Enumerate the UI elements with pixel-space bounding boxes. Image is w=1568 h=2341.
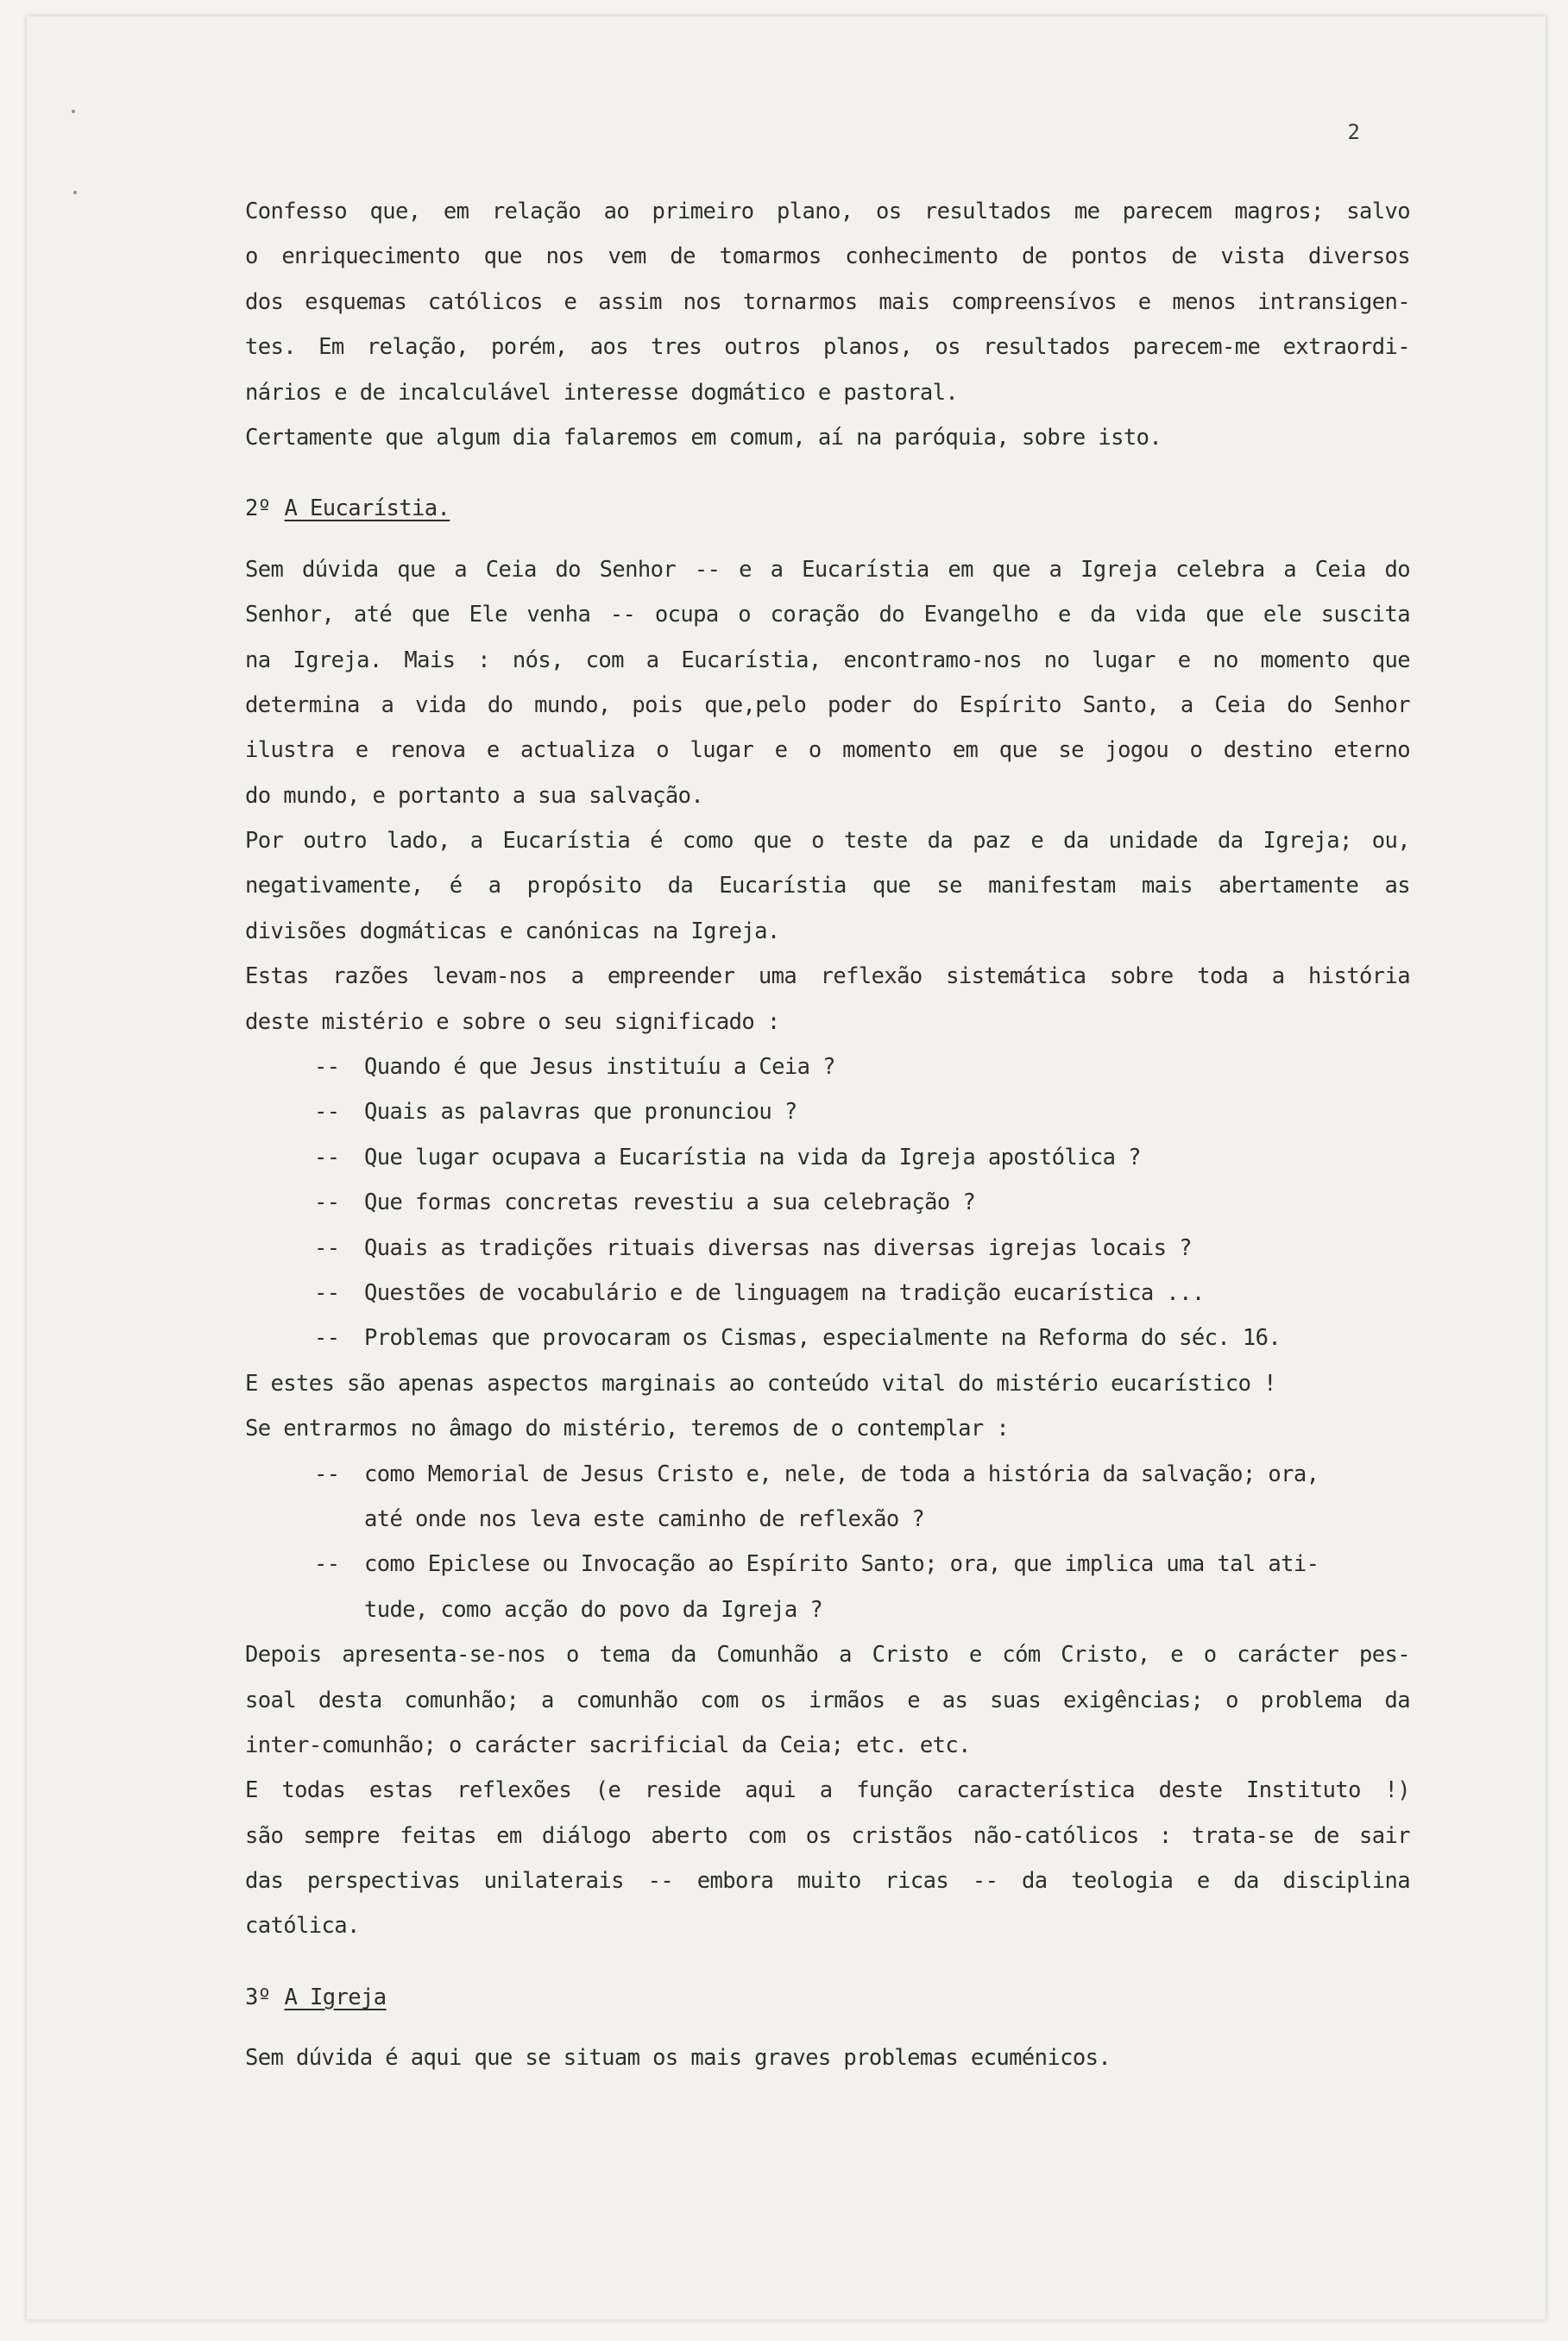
list-item-text: Quais as palavras que pronunciou ? [364,1099,797,1126]
list-item [245,1044,1410,1089]
text-line: nários e de incalculável interesse dogmático e pastoral. [245,379,959,406]
dash-bullet: -- [314,1234,340,1261]
section-title: A Eucarístia. [284,495,450,522]
list-item-text: como Memorial de Jesus Cristo e, nele, de toda a história da salvação; ora, [364,1461,1319,1487]
section-number: 3º [245,1984,271,2010]
contemplate-list [245,1452,1410,1633]
text-line: Depois apresenta-se-nos o tema da Comunhão a Cristo e cóm Cristo, e o carácter pes- [245,1642,1410,1669]
dash-bullet: -- [314,1551,340,1578]
dash-bullet: -- [314,1279,340,1306]
section-heading-eucaristia [245,486,1410,531]
text-line: deste mistério e sobre o seu significado : [245,1008,780,1035]
text-line: Estas razões levam-nos a empreender uma reflexão sistemática sobre toda a história [245,963,1410,990]
paragraph [245,1361,1410,1452]
list-item [245,1180,1410,1225]
list-item-text: Que formas concretas revestiu a sua celebração ? [364,1189,976,1216]
dash-bullet: -- [314,1099,340,1126]
dash-bullet: -- [314,1325,340,1352]
text-line: E todas estas reflexões (e reside aqui a função característica deste Instituto !) [245,1777,1410,1804]
list-item [245,1316,1410,1360]
dash-bullet: -- [314,1144,340,1170]
text-line: Sem dúvida que a Ceia do Senhor -- e a Eucarístia em que a Igreja celebra a Ceia do [245,556,1410,583]
dash-bullet: -- [314,1189,340,1216]
list-item-continuation: até onde nos leva este caminho de reflexão ? [364,1505,925,1532]
section-number: 2º [245,495,271,522]
text-line: negativamente, é a propósito da Eucarístia que se manifestam mais abertamente as [245,873,1410,899]
paragraph [245,547,1410,818]
questions-list [245,1044,1410,1361]
text-line: dos esquemas católicos e assim nos tornarmos mais compreensívos e menos intransigen- [245,288,1410,315]
list-item [245,1452,1410,1497]
text-line: Por outro lado, a Eucarístia é como que o teste da paz e da unidade da Igreja; ou, [245,828,1410,855]
section-title: A Igreja [284,1984,387,2010]
page-number: 2 [1347,120,1360,144]
section-heading-igreja [245,1975,1410,2020]
dash-bullet: -- [314,1461,340,1487]
dash-bullet: -- [314,1054,340,1081]
list-item [245,1542,1410,1587]
text-line: ilustra e renova e actualiza o lugar e o momento em que se jogou o destino eterno [245,737,1410,764]
intro-paragraph [245,189,1410,460]
paper-speck [73,191,77,194]
list-item-text: Questões de vocabulário e de linguagem na tradição eucarística ... [364,1279,1205,1306]
list-item [245,1135,1410,1180]
list-item-text: Problemas que provocaram os Cismas, especialmente na Reforma do séc. 16. [364,1325,1281,1352]
text-line: determina a vida do mundo, pois que,pelo poder do Espírito Santo, a Ceia do Senhor [245,691,1410,718]
text-line: das perspectivas unilaterais -- embora muito ricas -- da teologia e da disciplina [245,1868,1410,1895]
paragraph [245,954,1410,1044]
text-line: Se entrarmos no âmago do mistério, teremos de o contemplar : [245,1416,1010,1442]
paper-speck [72,110,75,113]
text-line: soal desta comunhão; a comunhão com os irmãos e as suas exigências; o problema da [245,1687,1410,1713]
text-line: tes. Em relação, porém, aos tres outros planos, os resultados parecem-me extraordi- [245,334,1410,361]
text-line: Confesso que, em relação ao primeiro plano, os resultados me parecem magros; salvo [245,199,1410,224]
paragraph [245,1632,1410,1768]
list-item-text: como Epiclese ou Invocação ao Espírito Santo; ora, que implica uma tal ati- [364,1551,1319,1578]
list-item [245,1271,1410,1316]
list-item [245,1226,1410,1271]
text-line: Certamente que algum dia falaremos em comum, aí na paróquia, sobre isto. [245,424,1162,451]
text-line: E estes são apenas aspectos marginais ao conteúdo vital do mistério eucarístico ! [245,1370,1276,1397]
document-body [245,189,1410,2081]
list-item [245,1089,1410,1134]
list-item-continuation: tude, como acção do povo da Igreja ? [364,1596,823,1623]
list-item-text: Que lugar ocupava a Eucarístia na vida da Igreja apostólica ? [364,1144,1141,1170]
list-item-text: Quando é que Jesus instituíu a Ceia ? [364,1054,835,1081]
paragraph [245,1768,1410,1949]
text-line: o enriquecimento que nos vem de tomarmos conhecimento de pontos de vista diversos [245,243,1410,270]
paragraph [245,2035,1410,2080]
text-line: católica. [245,1913,360,1940]
text-line: são sempre feitas em diálogo aberto com os cristãos não-católicos : trata-se de sair [245,1822,1410,1849]
text-line: inter-comunhão; o carácter sacrificial da Ceia; etc. etc. [245,1732,971,1758]
list-item-text: Quais as tradições rituais diversas nas diversas igrejas locais ? [364,1234,1192,1261]
text-line: do mundo, e portanto a sua salvação. [245,782,704,809]
paragraph [245,818,1410,954]
text-line: divisões dogmáticas e canónicas na Igreja. [245,918,780,944]
text-line: Sem dúvida é aqui que se situam os mais graves problemas ecuménicos. [245,2045,1111,2072]
document-page [26,16,1546,2320]
text-line: Senhor, até que Ele venha -- ocupa o coração do Evangelho e da vida que ele suscita [245,602,1410,628]
text-line: na Igreja. Mais : nós, com a Eucarístia, encontramo-nos no lugar e no momento que [245,647,1410,673]
